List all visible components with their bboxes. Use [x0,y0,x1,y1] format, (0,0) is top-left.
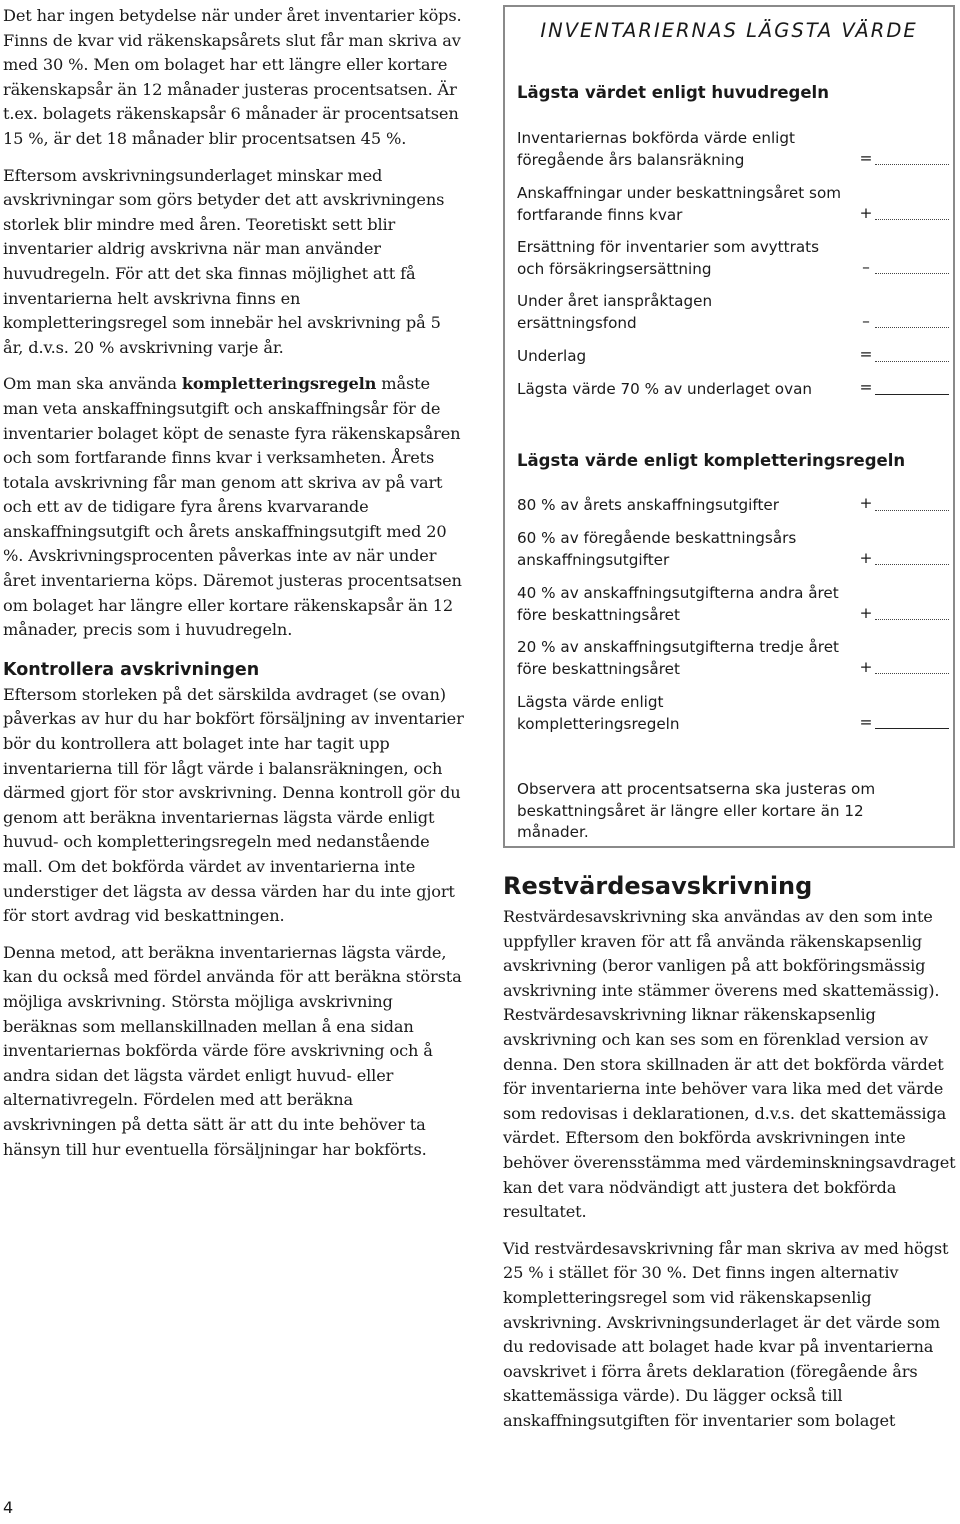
row-label: 80 % av årets anskaffningsutgifter [517,496,780,514]
lagsta-varde-box [503,5,955,848]
paragraph-restvarde-1: Restvärdesavskrivning ska användas av den som inte uppfyller kraven för att få använda räkenskapsenlig avskrivning (beror vanligen på att bokföringsmässig avskrivning inte stämmer överens med skattemässig). Restvärdesavskrivning liknar räkenskapsenlig avskrivning och kan ses som en förenklad version av denna. Den stora skillnaden är att det bokförda värdet för inventarierna inte behöver vara lika med det värde som redovisas i deklarationen, d.v.s. det skattemässiga värdet. Eftersom den bokförda avskrivningen inte behöver överensstämma med värdeminskningsavdraget kan det vara nödvändigt att justera det bokförda resultatet. [503,907,956,1222]
row-sign: – [862,311,870,330]
paragraph-restvarde-2: Vid restvärdesavskrivning får man skriva av med högst 25 % i stället för 30 %. Det finns ingen alternativ kompletteringsregel som vid räkenskapsenlig avskrivning. Avskrivningsunderlaget är det värde som du redovisade att bolaget hade kvar på inventarierna oavskrivet i förra årets deklaration (föregående års skattemässiga värde). Du lägger också till anskaffningsutgiften för inventarier som bolaget [503,1238,949,1430]
row-bokfort-varde [517,128,941,171]
kompl-rest: måste man veta anskaffningsutgift och anskaffningsår för de inventarier bolaget köpt de senaste fyra räkenskapsåren och som fortfarande finns kvar i verksamheten. Årets totala avskrivning får man genom att skriva av på vart och ett av de tidigare fyra årens kvarvarande anskaffningsutgift och årets anskaffningsutgift med 20 %. Avskrivningsprocenten påverkas inte av när under året inventarierna köps. Däremot justeras procentsatsen om bolaget har längre eller kortare räkenskapsår än 12 månader, precis som i huvudregeln. [3,374,462,640]
row-label: Anskaffningar under beskattningsåret som fortfarande finns kvar [517,184,842,224]
kompl-prefix: Om man ska använda [3,374,182,394]
row-lagsta-varde-kompl [517,692,941,735]
amount-field[interactable] [875,164,949,165]
row-sign: = [859,712,873,731]
row-sign: = [859,148,873,167]
row-label: 40 % av anskaffningsutgifterna andra året före beskattningsåret [517,584,839,624]
amount-field[interactable] [875,327,949,328]
row-label: Lägsta värde enligt kompletteringsregeln [517,693,680,733]
row-label: Underlag [517,347,587,365]
row-sign: + [859,603,873,622]
page-number: 4 [3,1498,14,1517]
amount-field[interactable] [875,619,949,620]
row-sign: + [859,548,873,567]
row-60-procent [517,528,941,571]
paragraph-kompletteringsregeln [3,372,465,643]
row-sign: + [859,657,873,676]
amount-field[interactable] [875,510,949,511]
box-note: Observera att procentsatserna ska justeras om beskattningsåret är längre eller kortare än 12 månader. [517,780,876,841]
amount-field[interactable] [875,361,949,362]
row-label: Inventariernas bokförda värde enligt föregående års balansräkning [517,129,795,169]
paragraph-kontrollera-2: Denna metod, att beräkna inventariernas lägsta värde, kan du också med fördel använda för att beräkna största möjliga avskrivning. Största möjliga avskrivning beräknas som mellanskillnaden mellan å ena sidan inventariernas bokförda värde före avskrivning och å andra sidan det lägsta värdet enligt huvud- eller alternativregeln. Fördelen med att beräkna avskrivningen på detta sätt är att du inte behöver ta hänsyn till hur eventuella försäljningar har bokförts. [3,942,462,1159]
kompl-bold-term: kompletteringsregeln [181,374,377,394]
row-lagsta-varde-70 [517,379,941,401]
paragraph-kontrollera-1: Eftersom storleken på det särskilda avdraget (se ovan) påverkas av hur du har bokfört försäljning av inventarier bör du kontrollera att bolaget inte har tagit upp inventarierna till för lågt värde i balansräkningen, och därmed gjort för stor avskrivning. Denna kontroll gör du genom att beräkna inventariernas lägsta värde enligt huvud- och kompletteringsregeln med nedanstående mall. Om det bokförda värdet av inventarierna inte understiger det lägsta av dessa värden har du inte gjort för stort avdrag vid beskattningen. [3,684,464,926]
row-label: 60 % av föregående beskattningsårs anskaffningsutgifter [517,529,797,569]
row-sign: = [859,345,873,363]
amount-field[interactable] [875,673,949,674]
heading-kontrollera: Kontrollera avskrivningen [3,659,260,680]
row-label: 20 % av anskaffningsutgifterna tredje året före beskattningsåret [517,638,840,678]
paragraph-intro-1: Det har ingen betydelse när under året inventarier köps. Finns de kvar vid räkenskapsårets slut får man skriva av med 30 %. Men om bolaget har ett längre eller kortare räkenskapsår än 12 månader justeras procentsatsen. Är t.ex. bolagets räkenskapsår 6 månader är procentsatsen 15 %, är det 18 månader blir procentsatsen 45 %. [3,6,462,148]
row-40-procent [517,583,941,626]
row-80-procent [517,495,941,517]
row-label: Ersättning för inventarier som avyttrats och försäkringsersättning [517,238,819,278]
row-sign: – [862,257,870,276]
row-anskaffningar [517,183,941,226]
row-ersattningsfond [517,291,941,334]
amount-field[interactable] [875,564,949,565]
row-label: Under året ianspråktagen ersättningsfond [517,292,713,332]
right-column [503,870,958,1445]
total-field[interactable] [875,728,949,729]
row-sign: = [859,378,873,396]
paragraph-intro-2: Eftersom avskrivningsunderlaget minskar med avskrivningar som görs betyder det att avskrivningens storlek blir mindre med åren. Teoretiskt sett blir inventarier aldrig avskrivna när man använder huvudregeln. För att det ska finnas möjlighet att få inventarierna helt avskrivna finns en kompletteringsregel som innebär hel avskrivning på 5 år, d.v.s. 20 % avskrivning varje år. [3,165,445,357]
row-sign: + [859,203,873,222]
row-20-procent [517,637,941,680]
amount-field[interactable] [875,219,949,220]
total-field[interactable] [875,394,949,395]
left-column [3,4,465,1174]
row-underlag [517,346,941,368]
box-title: INVENTARIERNAS LÄGSTA VÄRDE [540,19,918,42]
row-label: Lägsta värde 70 % av underlaget ovan [517,380,813,398]
section-huvudregeln-title: Lägsta värdet enligt huvudregeln [517,83,829,102]
section-kompletteringsregeln-title: Lägsta värde enligt kompletteringsregeln [517,451,906,470]
row-ersattning [517,237,941,280]
row-sign: + [859,494,873,512]
amount-field[interactable] [875,273,949,274]
heading-restvardesavskrivning: Restvärdesavskrivning [503,872,813,900]
